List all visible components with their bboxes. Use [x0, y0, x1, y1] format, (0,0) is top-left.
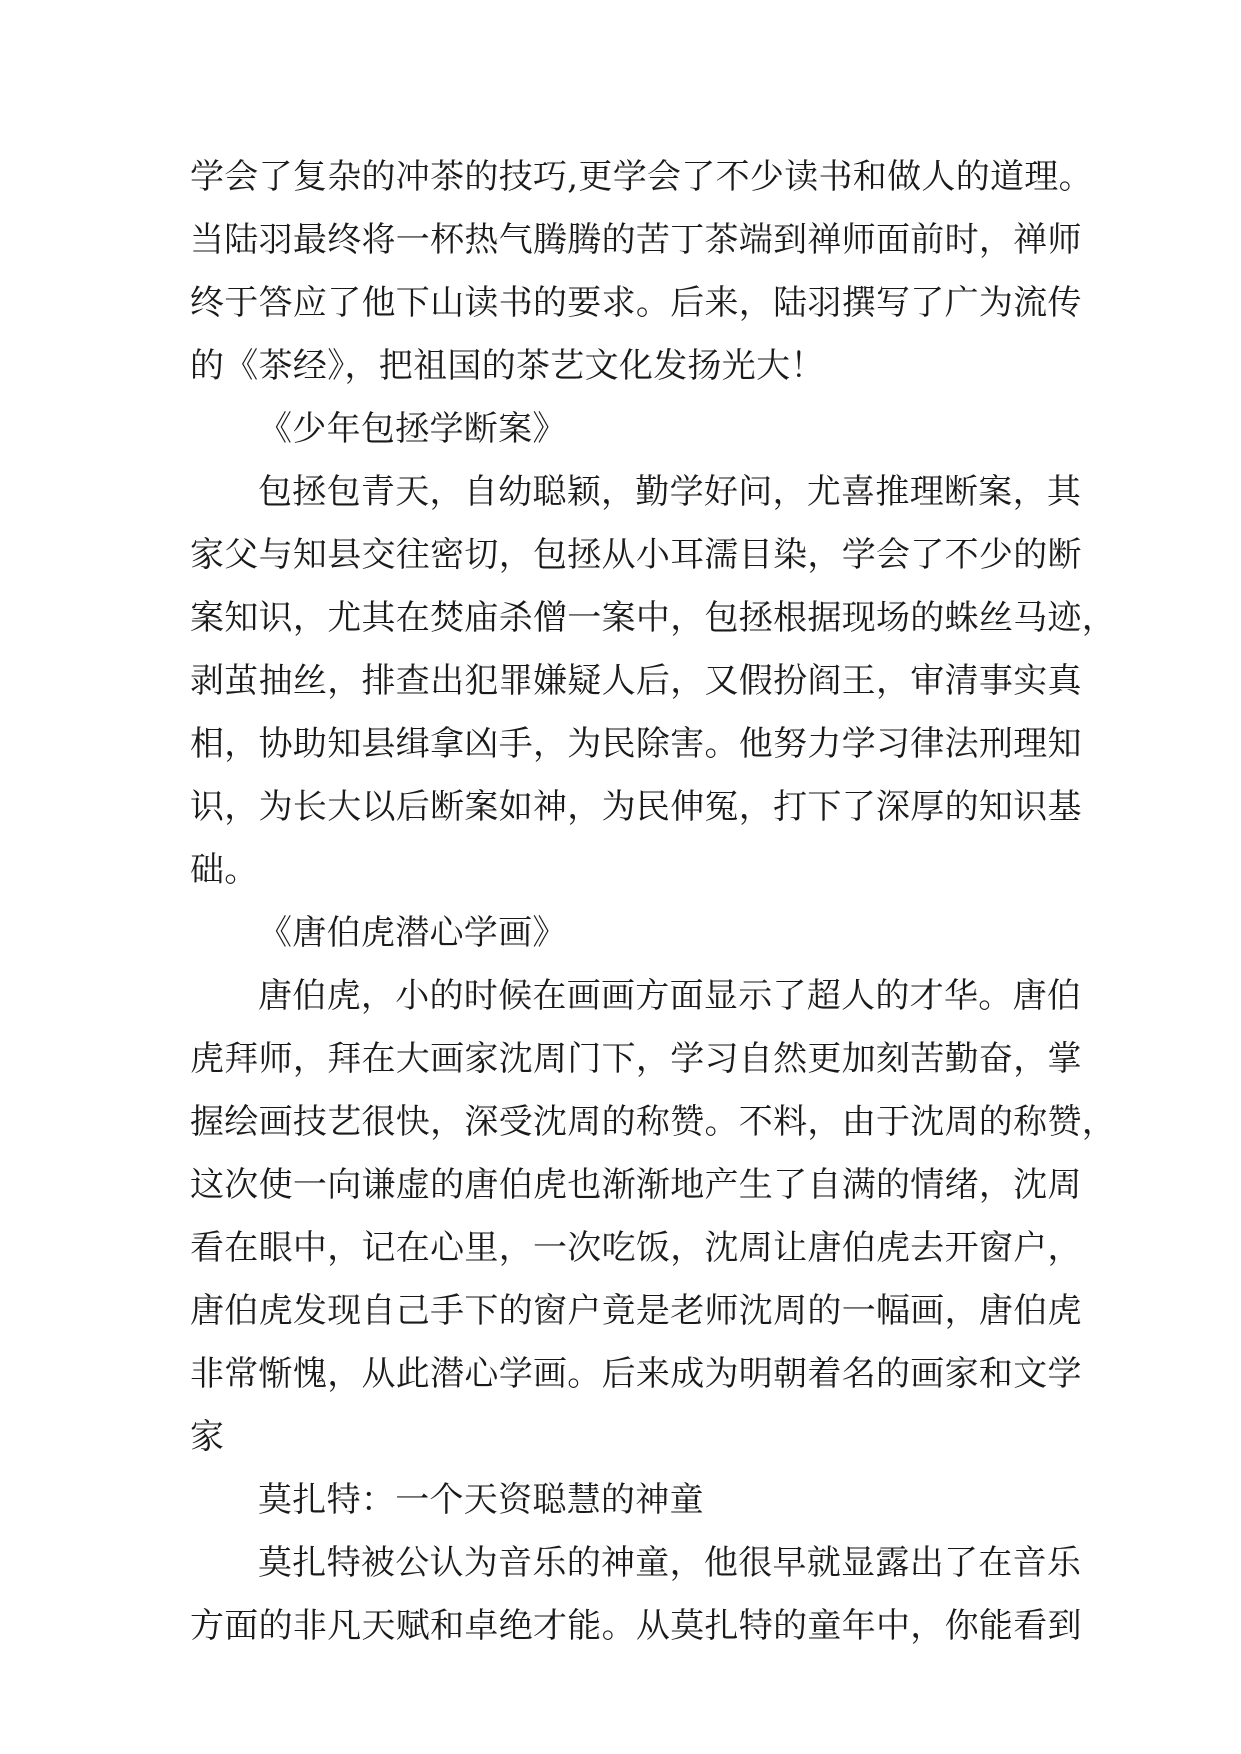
text-line: 唐伯虎，小的时候在画画方面显示了超人的才华。唐伯 [258, 976, 1082, 1016]
text-line: 虎拜师，拜在大画家沈周门下，学习自然更加刻苦勤奋，掌 [190, 1039, 1082, 1079]
text-line: 的《茶经》，把祖国的茶艺文化发扬光大！ [190, 346, 825, 386]
text-line: 莫扎特被公认为音乐的神童，他很早就显露出了在音乐 [258, 1543, 1082, 1583]
text-line: 这次使一向谦虚的唐伯虎也渐渐地产生了自满的情绪，沈周 [190, 1165, 1082, 1205]
document-body [190, 146, 1117, 1658]
text-line: 终于答应了他下山读书的要求。后来，陆羽撰写了广为流传 [190, 283, 1082, 323]
text-line: 莫扎特：一个天资聪慧的神童 [258, 1480, 704, 1520]
text-line: 包拯包青天，自幼聪颖，勤学好问，尤喜推理断案，其 [258, 472, 1082, 512]
text-line: 《唐伯虎潜心学画》 [258, 913, 567, 953]
text-line: 识，为长大以后断案如神，为民伸冤，打下了深厚的知识基 [190, 787, 1082, 827]
text-line: 握绘画技艺很快，深受沈周的称赞。不料，由于沈周的称赞， [190, 1102, 1117, 1142]
text-line: 当陆羽最终将一杯热气腾腾的苦丁茶端到禅师面前时，禅师 [190, 220, 1082, 260]
text-line: 学会了复杂的冲茶的技巧,更学会了不少读书和做人的道理。 [190, 157, 1093, 197]
text-line: 础。 [190, 850, 259, 890]
text-line: 剥茧抽丝，排查出犯罪嫌疑人后，又假扮阎王，审清事实真 [190, 661, 1082, 701]
text-line: 家父与知县交往密切，包拯从小耳濡目染，学会了不少的断 [190, 535, 1082, 575]
text-line: 《少年包拯学断案》 [258, 409, 567, 449]
text-line: 家 [190, 1417, 225, 1457]
text-line: 案知识，尤其在焚庙杀僧一案中，包拯根据现场的蛛丝马迹， [190, 598, 1117, 638]
text-line: 相，协助知县缉拿凶手，为民除害。他努力学习律法刑理知 [190, 724, 1082, 764]
text-line: 方面的非凡天赋和卓绝才能。从莫扎特的童年中，你能看到 [190, 1606, 1082, 1646]
text-line: 非常惭愧，从此潜心学画。后来成为明朝着名的画家和文学 [190, 1354, 1082, 1394]
text-line: 唐伯虎发现自己手下的窗户竟是老师沈周的一幅画，唐伯虎 [190, 1291, 1082, 1331]
text-line: 看在眼中，记在心里，一次吃饭，沈周让唐伯虎去开窗户， [190, 1228, 1082, 1268]
